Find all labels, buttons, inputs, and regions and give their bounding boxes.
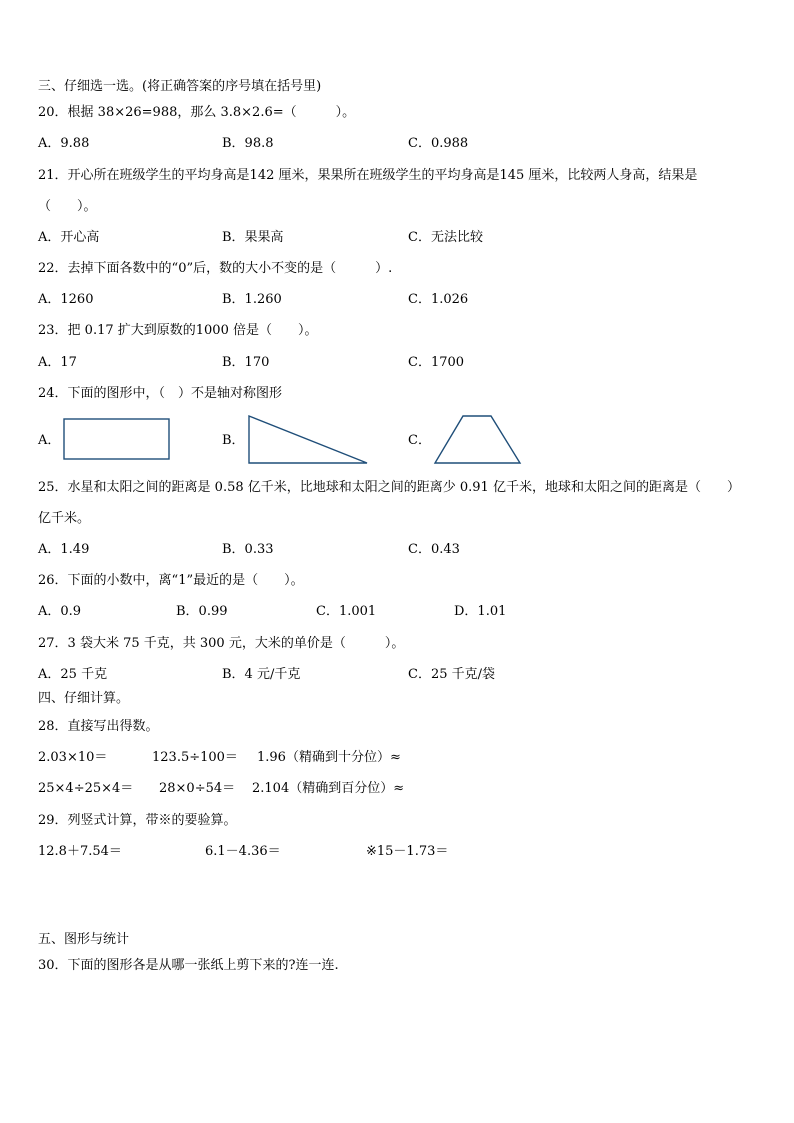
q20-option-b[interactable]: B．98.8	[222, 136, 274, 151]
q28-item-1: 2.03×10＝	[38, 750, 108, 765]
rectangle-shape-icon	[62, 417, 172, 463]
q26-option-d[interactable]: D．1.01	[454, 604, 507, 619]
section-4-title: 四、仔细计算。	[38, 691, 130, 706]
q22-option-a[interactable]: A．1260	[38, 292, 94, 307]
question-20-stem: 20．根据 38×26=988，那么 3.8×2.6=（ ）。	[38, 105, 356, 120]
q27-option-c[interactable]: C．25 千克/袋	[408, 667, 496, 682]
q28-item-4: 25×4÷25×4＝	[38, 781, 134, 796]
section-3-title: 三、仔细选一选。(将正确答案的序号填在括号里)	[38, 79, 322, 94]
q28-item-5: 28×0÷54＝	[159, 781, 236, 796]
q26-option-c[interactable]: C．1.001	[316, 604, 377, 619]
q28-item-6: 2.104（精确到百分位）≈	[252, 781, 405, 796]
q22-option-c[interactable]: C．1.026	[408, 292, 469, 307]
question-22-stem: 22．去掉下面各数中的“0”后，数的大小不变的是（ ）.	[38, 261, 393, 276]
question-25-stem: 25．水星和太阳之间的距离是 0.58 亿千米，比地球和太阳之间的距离少 0.91 亿千米，地球和太阳之间的距离是（ ）	[38, 480, 740, 495]
question-26-stem: 26．下面的小数中，离“1”最近的是（ ）。	[38, 573, 304, 588]
q28-item-3: 1.96（精确到十分位）≈	[257, 750, 401, 765]
question-29-stem: 29．列竖式计算，带※的要验算。	[38, 813, 237, 828]
q20-option-c[interactable]: C．0.988	[408, 136, 469, 151]
q21-option-c[interactable]: C．无法比较	[408, 230, 483, 245]
question-25-stem-cont: 亿千米。	[38, 511, 91, 526]
q24-option-a[interactable]: A．	[38, 433, 61, 448]
q20-option-a[interactable]: A．9.88	[38, 136, 90, 151]
q27-option-a[interactable]: A．25 千克	[38, 667, 108, 682]
q25-option-c[interactable]: C．0.43	[408, 542, 460, 557]
question-21-stem: 21．开心所在班级学生的平均身高是142 厘米，果果所在班级学生的平均身高是145 厘米，比较两人身高，结果是	[38, 168, 698, 183]
q23-option-b[interactable]: B．170	[222, 355, 270, 370]
question-30-stem: 30．下面的图形各是从哪一张纸上剪下来的?连一连.	[38, 958, 339, 973]
question-27-stem: 27．3 袋大米 75 千克，共 300 元，大米的单价是（ ）。	[38, 636, 405, 651]
question-24-stem: 24．下面的图形中，（ ）不是轴对称图形	[38, 386, 283, 401]
q25-option-a[interactable]: A．1.49	[38, 542, 90, 557]
question-28-stem: 28．直接写出得数。	[38, 719, 159, 734]
q29-item-2: 6.1－4.36＝	[205, 844, 281, 859]
question-23-stem: 23．把 0.17 扩大到原数的1000 倍是（ ）。	[38, 323, 318, 338]
q29-item-1: 12.8＋7.54＝	[38, 844, 122, 859]
q24-option-c[interactable]: C．	[408, 433, 431, 448]
q29-item-3: ※15－1.73＝	[366, 844, 449, 859]
question-21-stem-cont: （ ）。	[38, 199, 97, 214]
trapezoid-shape-icon	[432, 413, 524, 467]
q26-option-b[interactable]: B．0.99	[176, 604, 228, 619]
section-5-title: 五、图形与统计	[38, 932, 130, 947]
q23-option-a[interactable]: A．17	[38, 355, 77, 370]
q21-option-b[interactable]: B．果果高	[222, 230, 284, 245]
right-triangle-shape-icon	[246, 413, 370, 467]
q27-option-b[interactable]: B．4 元/千克	[222, 667, 301, 682]
q28-item-2: 123.5÷100＝	[152, 750, 238, 765]
q26-option-a[interactable]: A．0.9	[38, 604, 82, 619]
q23-option-c[interactable]: C．1700	[408, 355, 465, 370]
q21-option-a[interactable]: A．开心高	[38, 230, 100, 245]
q22-option-b[interactable]: B．1.260	[222, 292, 282, 307]
q25-option-b[interactable]: B．0.33	[222, 542, 274, 557]
q24-option-b[interactable]: B．	[222, 433, 245, 448]
